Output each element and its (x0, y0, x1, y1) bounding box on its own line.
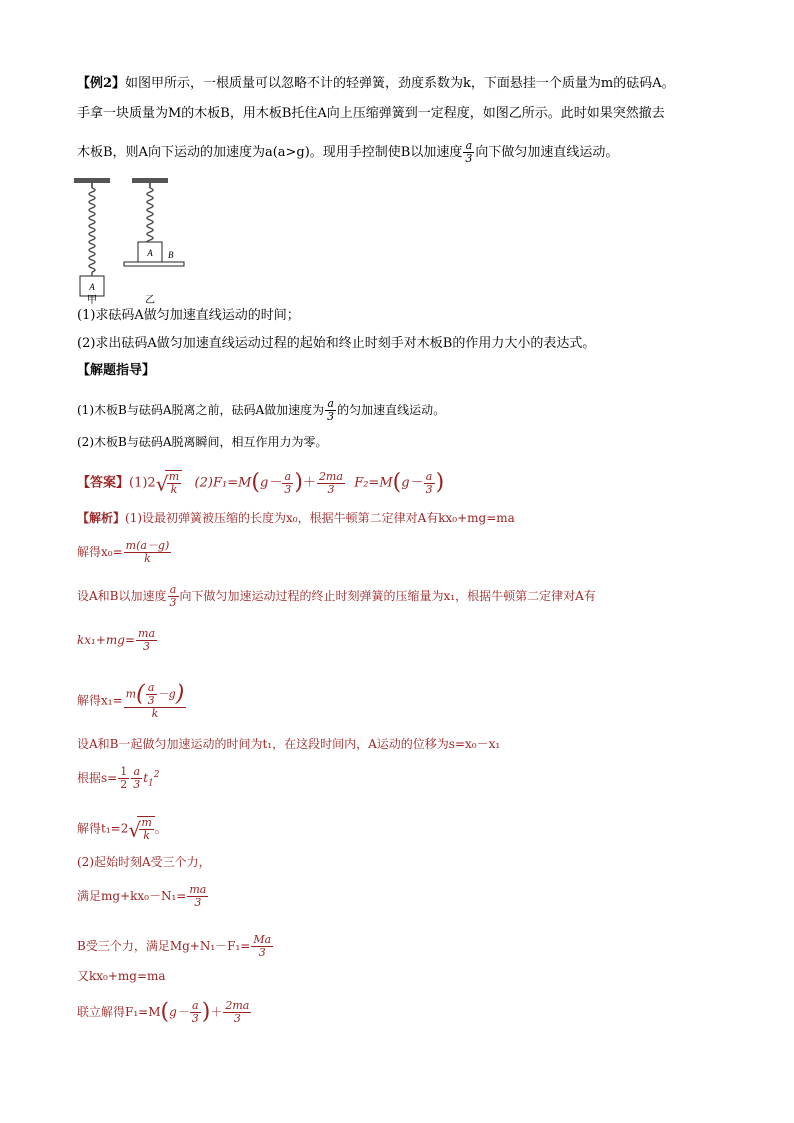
solution-label: 【解析】 (77, 511, 126, 525)
answer-label: 【答案】 (77, 475, 130, 491)
svg-text:A: A (89, 282, 95, 292)
solution-line-9: (2)起始时刻A受三个力， (77, 855, 211, 869)
board-b (124, 262, 184, 266)
solution-line-6: 设A和B一起做匀加速运动的时间为t₁，在这段时间内，A运动的位移为s=x₀－x₁ (77, 737, 501, 751)
solution-line-11: B受三个力，满足Mg+N₁－F₁= $\frac{Ma}{3}$ (77, 933, 272, 959)
answer-line: 【答案】(1)2 √ $\frac{m}{k}$ (2)F₁=M(g－ $\frac{a}{3}$ )＋ $\frac{2ma}{3}$ F₂=M(g－ $\frac{a}{3}$ ) (77, 469, 445, 496)
svg-text:A: A (147, 248, 153, 258)
svg-text:甲: 甲 (87, 295, 97, 304)
example-tag: 【例2】 (77, 76, 126, 91)
ceiling-right (132, 178, 168, 183)
svg-text:B: B (168, 250, 174, 260)
question-line-2: 手拿一块质量为M的木板B，用木板B托住A向上压缩弹簧到一定程度，如图乙所示。此时如果突然撤去 (77, 106, 665, 121)
spring-right (147, 188, 153, 248)
solution-line-13: 联立解得F₁=M(g－ $\frac{a}{3}$ )＋ $\frac{2ma}{3}$ (77, 999, 250, 1025)
solution-line-3: 设A和B以加速度 $\frac{a}{3}$ 向下做匀加速运动过程的终止时刻弹簧的压缩量为x₁，根据牛顿第二定律对A有 (77, 583, 596, 609)
guide-title: 【解题指导】 (77, 363, 156, 378)
sub-question-1: (1)求砝码A做匀加速直线运动的时间； (77, 308, 300, 323)
spring-left (89, 188, 95, 272)
solution-line-12: 又kx₀+mg=ma (77, 969, 166, 983)
spring-figure (68, 176, 198, 304)
guide-line-2: (2)木板B与砝码A脱离瞬间，相互作用力为零。 (77, 435, 328, 449)
ceiling-left (74, 178, 110, 183)
fraction: $\frac{a}{3}$ (465, 139, 473, 165)
guide-line-1: (1)木板B与砝码A脱离之前，砝码A做加速度为 $\frac{a}{3}$ 的匀加速直线运动。 (77, 397, 446, 423)
sub-question-2: (2)求出砝码A做匀加速直线运动过程的起始和终止时刻手对木板B的作用力大小的表达式。 (77, 336, 596, 351)
question-line-1: 【例2】如图甲所示，一根质量可以忽略不计的轻弹簧，劲度系数为k，下面悬挂一个质量为m的砝码A。 (77, 76, 675, 91)
spring-diagram (68, 176, 198, 304)
question-line-3: 木板B，则A向下运动的加速度为a(a>g)。现用手控制使B以加速度 $\frac{a}{3}$ 向下做匀加速直线运动。 (77, 139, 619, 165)
sqrt: √ $\frac{m}{k}$ (156, 470, 182, 496)
solution-line-8: 解得t₁=2 √ $\frac{m}{k}$ 。 (77, 816, 167, 842)
solution-line-10: 满足mg+kx₀－N₁= $\frac{ma}{3}$ (77, 883, 207, 909)
fraction: $\frac{a}{3}$ (327, 397, 335, 423)
solution-line-5: 解得x₁= m( $\frac{a}{3}$ －g) k (77, 681, 185, 720)
solution-line-2: 解得x₀= $\frac{m(a-g)}{k}$ (77, 539, 170, 565)
svg-text:乙: 乙 (145, 295, 155, 304)
solution-line-7: 根据s= $\frac{1}{2}$ $\frac{a}{3}$ $t_1^2$ (77, 765, 160, 791)
solution-line-4: kx₁+mg= $\frac{ma}{3}$ (77, 627, 156, 653)
solution-line-1: 【解析】(1)设最初弹簧被压缩的长度为x₀，根据牛顿第二定律对A有kx₀+mg=ma (77, 511, 515, 525)
